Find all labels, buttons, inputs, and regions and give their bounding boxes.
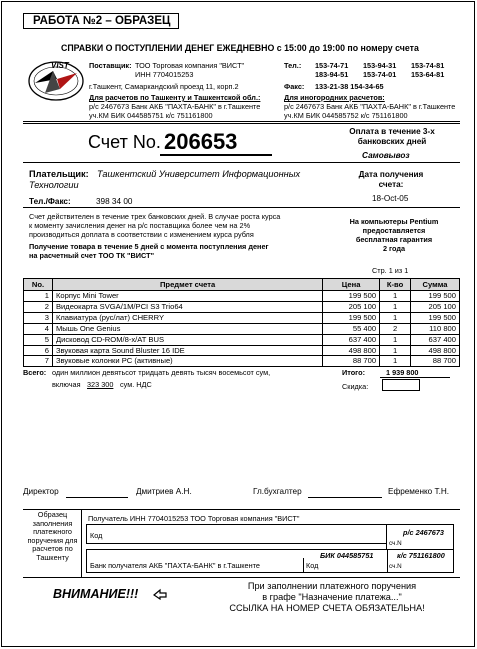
payment-terms: Оплата в течение 3-х банковских дней [349,127,435,146]
accountant-name: Ефременко Т.Н. [388,487,450,496]
warranty-line3: бесплатная гарантия [355,235,433,244]
attention-text: ВНИМАНИЕ!!! [53,587,139,601]
supplier-name: ТОО Торговая компания "ВИСТ" [135,61,245,70]
sample-corr: к/с 751161800 [397,551,445,560]
cell-item: Звуковые колонки PC (активные) [52,356,322,367]
header-price: Цена [323,279,380,291]
cell-no: 2 [24,301,53,312]
sample-code2: Код [306,561,319,570]
fax-value: 133-21-38 154-34-65 [315,82,384,91]
cell-price: 55 400 [323,323,380,334]
divider-payer [23,207,460,208]
header-item: Предмет счета [52,279,322,291]
invoice-number: 206653 [164,129,238,154]
sample-account-sub: сч.N [389,540,402,547]
sample-bank-divider-2 [387,550,388,573]
discount-field [382,379,420,391]
tel-1-2: 153-94-31 [363,61,397,70]
cell-item: Мышь One Genius [52,323,322,334]
table-row [24,291,460,302]
invoice-number-underline [160,154,272,156]
table-row [24,356,460,367]
table-row [24,301,460,312]
cell-price: 199 500 [323,312,380,323]
info-line: СПРАВКИ О ПОСТУПЛЕНИИ ДЕНЕГ ЕЖЕДНЕВНО с 15:00 до 19:00 по номеру счета [61,43,419,53]
sample-account: р/с 2467673 [403,528,444,537]
cell-qty: 2 [380,323,411,334]
cell-sum: 199 500 [411,291,460,302]
pickup-line1: Получение товара в течение 5 дней с момента поступления денег [29,242,269,251]
work-label: РАБОТА №2 – ОБРАЗЕЦ [33,15,171,27]
supplier-address: г.Ташкент, Самаркандский проезд 11, корп.2 [89,82,239,91]
payer-label: Плательщик: [29,169,89,179]
local-payments-line1: р/с 2467673 Банк АКБ "ПАХТА-БАНК" в г.Ташкенте [89,102,261,111]
page-info: Стр. 1 из 1 [372,266,409,275]
total-words: один миллион девятьсот тридцать девять тысяч восемьсот сум, [52,368,271,377]
table-row [24,334,460,345]
telfax-label: Тел./Факс: [29,197,71,206]
tel-label: Тел.: [284,61,302,70]
cell-qty: 1 [380,345,411,356]
total-underline [380,377,450,378]
cell-no: 5 [24,334,53,345]
cell-item: Клавиатура (рус/лат) CHERRY [52,312,322,323]
sample-side-divider [81,509,82,577]
logo-text: VIST [51,61,69,70]
local-payments-line2: уч.КМ БИК 044585751 к/с 751161800 [89,111,213,120]
cell-qty: 1 [380,356,411,367]
vist-logo [27,59,85,103]
other-payments-line2: уч.КМ БИК 044585752 к/с 751161800 [284,111,408,120]
cell-item: Видеокарта SVGA/1M/PCI S3 Trio64 [52,301,322,312]
sample-bank: Банк получателя АКБ "ПАХТА-БАНК" в г.Ташкенте [90,561,260,570]
cell-item: Звуковая карта Sound Bluster 16 IDE [52,345,322,356]
warranty-line1: На компьютеры Pentium [349,217,439,226]
accountant-sign-line [308,497,382,498]
table-row [24,312,460,323]
director-name: Дмитриев А.Н. [136,487,192,496]
supplier-label: Поставщик: [89,61,132,70]
cell-price: 498 800 [323,345,380,356]
vat-prefix: включая [52,380,81,389]
other-payments-heading: Для иногородних расчетов: [284,93,385,102]
footer-note-line3: ССЫЛКА НА НОМЕР СЧЕТА ОБЯЗАТЕЛЬНА! [229,603,425,613]
discount-label: Скидка: [342,382,369,391]
footer-note-line2: в графе "Назначение платежа..." [262,592,402,602]
cell-no: 1 [24,291,53,302]
table-header-row [24,279,460,291]
receipt-date: 18-Oct-05 [372,194,409,203]
divider-header-2 [23,123,460,124]
validity-line2: к моменту зачисления денег на р/с поставщика более чем на 2% [29,221,251,230]
total-label: Итого: [342,368,366,377]
vat-suffix: сум. НДС [120,380,152,389]
sample-recipient: Получатель ИНН 7704015253 ТОО Торговая компания "ВИСТ" [88,514,300,523]
payer-line2: Технологии [29,180,79,190]
cell-no: 6 [24,345,53,356]
header-no: No. [24,279,53,291]
local-payments-heading: Для расчетов по Ташкенту и Ташкентской обл.: [89,93,261,102]
cell-price: 205 100 [323,301,380,312]
header-qty: К-во [380,279,411,291]
divider-header [23,121,460,122]
cell-no: 7 [24,356,53,367]
sample-code-box [86,524,387,544]
items-table [23,278,460,367]
cell-qty: 1 [380,334,411,345]
header-sum: Сумма [411,279,460,291]
sample-code1: Код [90,531,103,540]
pickup-line2: на расчетный счет ТОО ТК "ВИСТ" [29,251,155,260]
cell-sum: 110 800 [411,323,460,334]
cell-sum: 205 100 [411,301,460,312]
table-row [24,345,460,356]
cell-item: Дисковод CD-ROM/8-x/AT BUS [52,334,322,345]
warranty-line4: 2 года [382,244,406,253]
sample-side-label: Образец заполнения платежного поручения для расчетов по Ташкенту [27,510,78,562]
validity-line3: производиться доплата в соответствии с изменением курса рубля [29,230,254,239]
invoice-page [1,1,475,647]
divider-number [23,162,460,163]
cell-qty: 1 [380,312,411,323]
director-label: Директор [23,487,59,496]
sample-account-sub2: сч.N [389,563,402,570]
fax-label: Факс: [284,82,305,91]
total-value: 1 939 800 [386,368,419,377]
sample-bank-divider [303,558,304,573]
payer-line1: Ташкентский Университет Информационных [97,169,301,179]
cell-no: 4 [24,323,53,334]
vat-amount: 323 300 [87,380,114,389]
cell-sum: 637 400 [411,334,460,345]
cell-sum: 88 700 [411,356,460,367]
total-words-label: Всего: [23,368,47,377]
sample-account-box [386,524,454,550]
telfax-value: 398 34 00 [96,197,133,206]
delivery: Самовывоз [362,151,410,160]
divider-sample [23,509,460,510]
cell-sum: 199 500 [411,312,460,323]
receipt-label: Дата получения счета: [358,170,424,189]
director-sign-line [66,497,128,498]
tel-1-1: 153-74-71 [315,61,349,70]
warranty-line2: предоставляется [362,226,426,235]
other-payments-line1: р/с 2467673 Банк АКБ "ПАХТА-БАНК" в г.Ташкенте [284,102,456,111]
validity-line1: Счет действителен в течение трех банковских дней. В случае роста курса [29,212,281,221]
sample-bank-box [86,549,454,573]
cell-qty: 1 [380,291,411,302]
sample-bic: БИК 044585751 [320,551,374,560]
divider-sample-end [23,577,460,578]
cell-no: 3 [24,312,53,323]
tel-2-3: 153-64-81 [411,70,445,79]
work-label-box [23,13,179,29]
accountant-label: Гл.бухгалтер [253,487,302,496]
cell-price: 637 400 [323,334,380,345]
cell-price: 88 700 [323,356,380,367]
invoice-label: Счет No. [88,132,161,152]
hand-pointer-icon [153,587,167,599]
supplier-inn: ИНН 7704015253 [135,70,194,79]
cell-sum: 498 800 [411,345,460,356]
cell-item: Корпус Mini Tower [52,291,322,302]
cell-qty: 1 [380,301,411,312]
tel-1-3: 153-74-81 [411,61,445,70]
tel-2-1: 183-94-51 [315,70,349,79]
footer-note-line1: При заполнении платежного поручения [247,581,417,591]
tel-2-2: 153-74-01 [363,70,397,79]
table-row [24,323,460,334]
cell-price: 199 500 [323,291,380,302]
